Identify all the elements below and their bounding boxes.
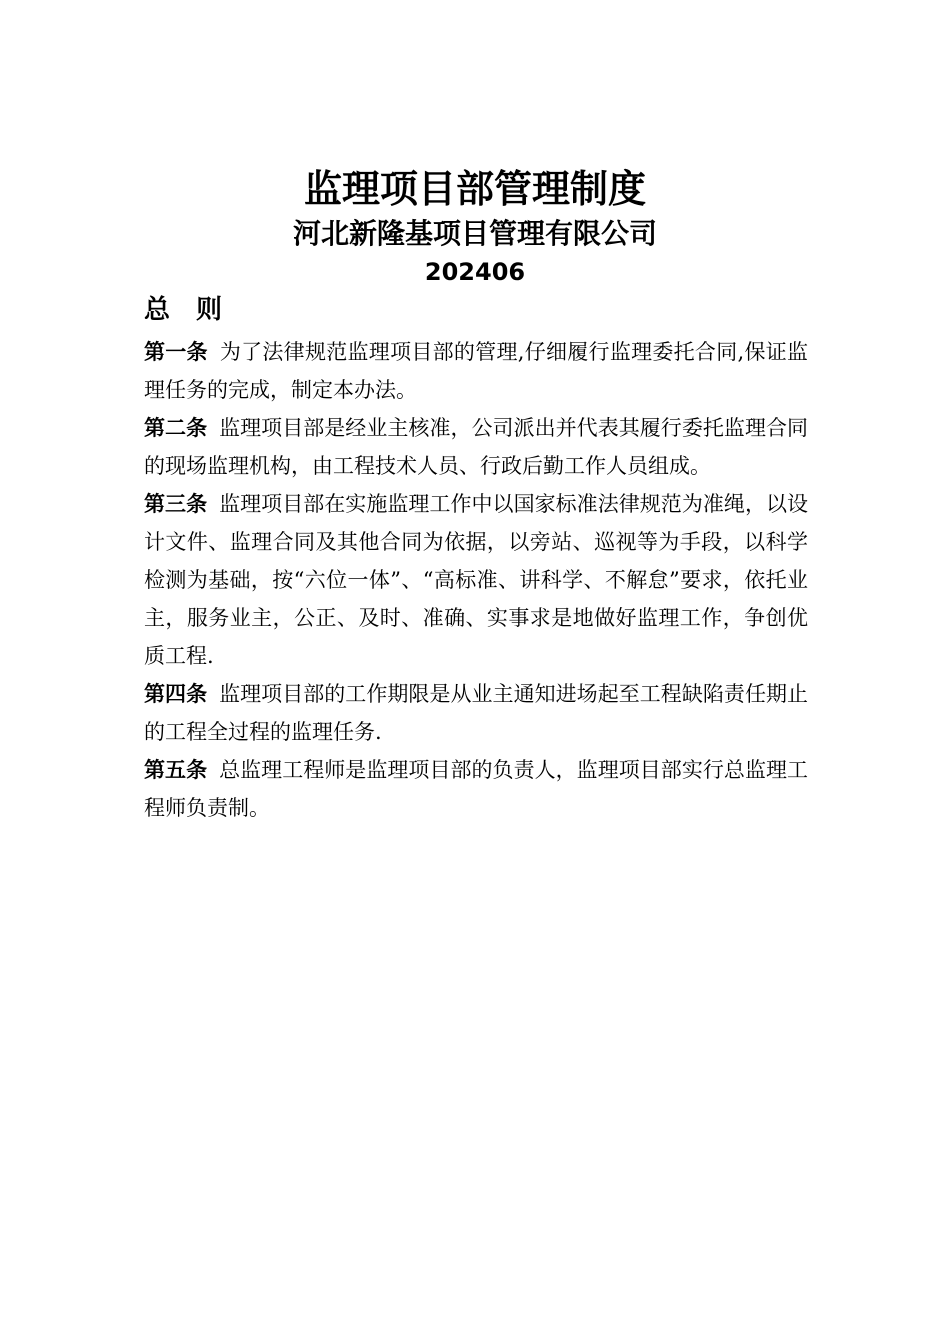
document-date: 202406 bbox=[424, 258, 526, 286]
article-label: 第三条 bbox=[144, 492, 208, 516]
article-label: 第二条 bbox=[144, 416, 208, 440]
article-4 bbox=[144, 675, 808, 751]
article-2 bbox=[144, 409, 808, 485]
article-3 bbox=[144, 485, 808, 675]
article-1 bbox=[144, 333, 808, 409]
article-text: 总监理工程师是监理项目部的负责人，监理项目部实行总监理工程师负责制。 bbox=[144, 758, 809, 820]
document-title: 监理项目部管理制度 bbox=[303, 167, 646, 211]
article-text: 监理项目部的工作期限是从业主通知进场起至工程缺陷责任期止的工程全过程的监理任务. bbox=[144, 682, 809, 744]
article-label: 第五条 bbox=[144, 758, 208, 782]
article-5 bbox=[144, 751, 808, 827]
article-text: 为了法律规范监理项目部的管理,仔细履行监理委托合同,保证监理任务的完成，制定本办法。 bbox=[144, 340, 808, 402]
company-name: 河北新隆基项目管理有限公司 bbox=[292, 217, 657, 250]
article-list bbox=[144, 333, 808, 827]
section-heading: 总则 bbox=[144, 295, 249, 325]
article-label: 第一条 bbox=[144, 340, 208, 364]
article-label: 第四条 bbox=[144, 682, 208, 706]
article-text: 监理项目部是经业主核准，公司派出并代表其履行委托监理合同的现场监理机构，由工程技术人员、行政后勤工作人员组成。 bbox=[144, 416, 809, 478]
article-text: 监理项目部在实施监理工作中以国家标准法律规范为准绳，以设计文件、监理合同及其他合同为依据，以旁站、巡视等为手段，以科学检测为基础，按“六位一体”、“高标准、讲科学、不解怠”要求，依托业主，服务业主，公正、及时、准确、实事求是地做好监理工作，争创优质工程. bbox=[144, 492, 809, 668]
